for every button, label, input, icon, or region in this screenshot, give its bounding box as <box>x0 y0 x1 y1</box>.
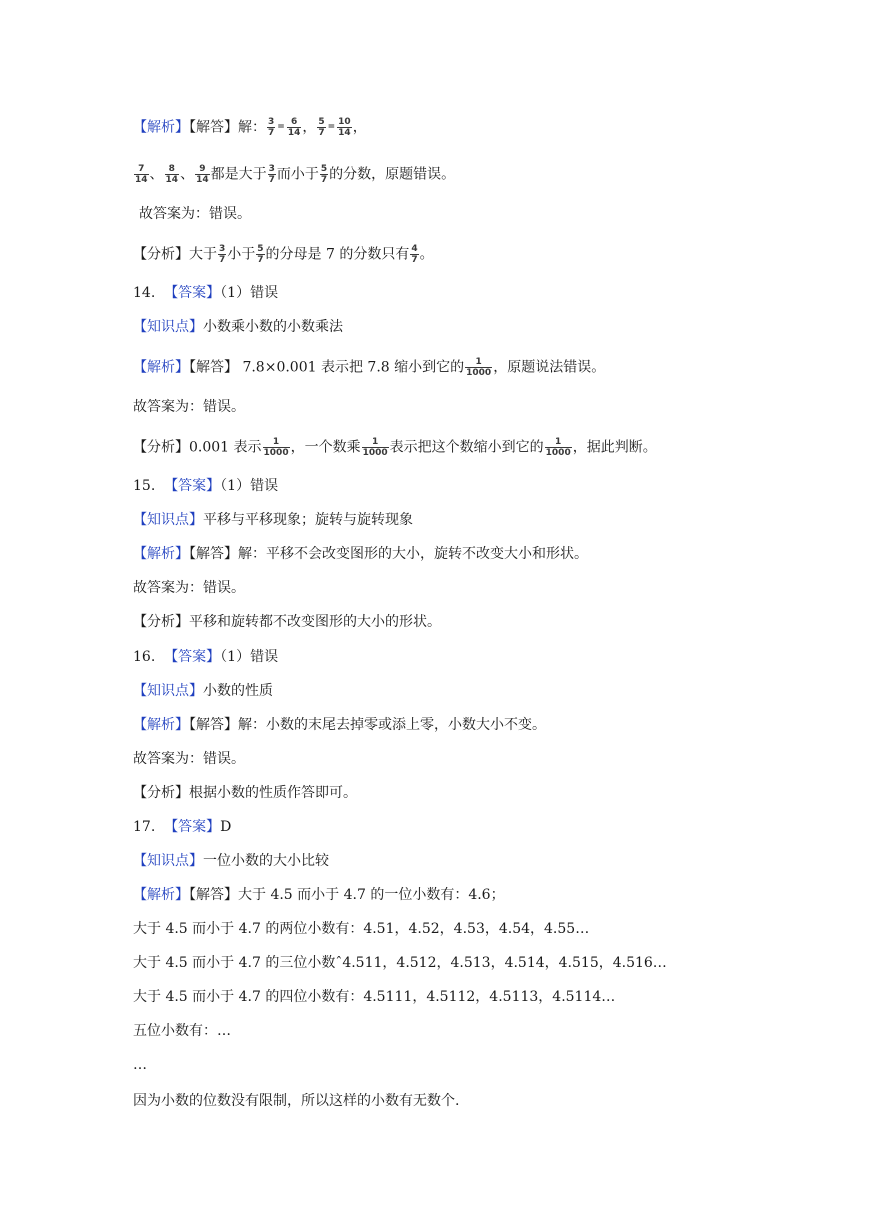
fraction: $\frac{5}{7}$ <box>320 164 328 185</box>
fraction: $\frac{5}{7}$ <box>318 117 325 138</box>
jieda-prefix: 解： <box>238 119 266 136</box>
q16-answer-line <box>133 647 278 667</box>
text: 7.8×0.001 表示把 7.8 缩小到它的 <box>238 359 465 376</box>
jieda-tag: 【解答】 <box>189 359 238 376</box>
fraction: $\frac{5}{7}$ <box>257 244 264 265</box>
fenxi-tag: 【分析】 <box>133 785 189 801</box>
text: 表示把这个数缩小到它的 <box>389 439 544 456</box>
text: 都是大于 <box>210 166 267 183</box>
fraction: $\frac{1}{1000}$ <box>263 437 289 458</box>
equals-sign: = <box>277 122 285 132</box>
fraction: $\frac{10}{14}$ <box>338 117 351 138</box>
text: 小于 <box>227 246 256 263</box>
text: 根据小数的性质作答即可。 <box>189 785 357 801</box>
q17-line4: 大于 4.5 而小于 4.7 的四位小数有：4.5111，4.5112，4.5113，4.5114… <box>133 989 616 1005</box>
fraction: $\frac{1}{1000}$ <box>545 437 571 458</box>
fraction: $\frac{1}{1000}$ <box>466 357 492 378</box>
fraction: $\frac{7}{14}$ <box>135 164 148 185</box>
text: 的分数，原题错误。 <box>329 166 456 183</box>
zhishidian-tag: 【知识点】 <box>133 512 203 528</box>
question-number: 15. <box>133 478 156 494</box>
jiexi-tag: 【解析】 <box>133 119 189 136</box>
fenxi-tag: 【分析】 <box>133 614 189 630</box>
text: ，一个数乘 <box>290 439 361 456</box>
q13-jiexi-line <box>133 117 367 138</box>
zhishidian-text: 小数的性质 <box>203 683 273 699</box>
q15-answer-line <box>133 476 278 496</box>
text: 0.001 表示 <box>189 439 262 456</box>
separator: 、 <box>149 166 164 183</box>
q15-result-line: 故答案为：错误。 <box>133 580 245 596</box>
text: 大于 4.5 而小于 4.7 的一位小数有：4.6； <box>238 887 505 903</box>
q16-zhishidian-line <box>133 681 273 701</box>
answer-value: （1）错误 <box>220 649 279 665</box>
separator: 、 <box>180 166 195 183</box>
jieda-tag: 【解答】 <box>189 546 238 562</box>
zhishidian-text: 平移与平移现象；旋转与旋转现象 <box>203 512 413 528</box>
question-number: 17. <box>133 819 156 835</box>
q14-fenxi-line <box>133 437 657 458</box>
equals-sign: = <box>327 122 336 132</box>
jiexi-tag: 【解析】 <box>133 717 189 733</box>
q17-line5: 五位小数有：… <box>133 1023 231 1039</box>
answer-value: D <box>220 819 232 835</box>
q17-jiexi-line <box>133 885 505 905</box>
jiexi-tag: 【解析】 <box>133 359 189 376</box>
jieda-tag: 【解答】 <box>189 887 238 903</box>
zhishidian-tag: 【知识点】 <box>133 683 203 699</box>
q15-jiexi-line <box>133 544 588 564</box>
zhishidian-text: 一位小数的大小比较 <box>203 853 329 869</box>
text: 的分母是 7 的分数只有 <box>265 246 410 263</box>
q14-result-line: 故答案为：错误。 <box>133 399 245 415</box>
daan-tag: 【答案】 <box>164 478 221 494</box>
q16-jiexi-line <box>133 715 546 735</box>
answer-value: （1）错误 <box>220 285 279 301</box>
fenxi-tag: 【分析】 <box>133 246 189 263</box>
fraction: $\frac{1}{1000}$ <box>362 437 388 458</box>
daan-tag: 【答案】 <box>164 649 221 665</box>
q17-line7: 因为小数的位数没有限制，所以这样的小数有无数个. <box>133 1093 460 1109</box>
question-number: 16. <box>133 649 156 665</box>
text: 。 <box>419 246 434 263</box>
fraction: $\frac{6}{14}$ <box>287 117 301 138</box>
jiexi-tag: 【解析】 <box>133 546 189 562</box>
q17-line3: 大于 4.5 而小于 4.7 的三位小数ˆ4.511，4.512，4.513，4.514，4.515，4.516… <box>133 955 667 971</box>
comma: ， <box>352 119 367 136</box>
q14-zhishidian-line <box>133 317 343 337</box>
text: 解：小数的末尾去掉零或添上零，小数大小不变。 <box>238 717 546 733</box>
fraction: $\frac{3}{7}$ <box>268 164 275 185</box>
q13-line2 <box>133 164 455 185</box>
zhishidian-tag: 【知识点】 <box>133 853 203 869</box>
q15-fenxi-line <box>133 612 441 632</box>
fenxi-tag: 【分析】 <box>133 439 189 456</box>
text: 大于 <box>189 246 217 263</box>
q16-fenxi-line <box>133 783 357 803</box>
comma: ， <box>302 119 317 136</box>
text: 平移和旋转都不改变图形的大小的形状。 <box>189 614 441 630</box>
q15-zhishidian-line <box>133 510 413 530</box>
text: ，原题说法错误。 <box>493 359 606 376</box>
question-number: 14. <box>133 285 156 301</box>
q17-zhishidian-line <box>133 851 329 871</box>
zhishidian-text: 小数乘小数的小数乘法 <box>203 319 343 335</box>
text: ，据此判断。 <box>572 439 657 456</box>
fraction: $\frac{9}{14}$ <box>196 164 209 185</box>
q14-answer-line <box>133 283 278 303</box>
daan-tag: 【答案】 <box>164 819 221 835</box>
text: 而小于 <box>276 166 319 183</box>
q16-result-line: 故答案为：错误。 <box>133 751 245 767</box>
q17-line6: … <box>133 1057 147 1073</box>
text: 解：平移不会改变图形的大小，旋转不改变大小和形状。 <box>238 546 588 562</box>
jiexi-tag: 【解析】 <box>133 887 189 903</box>
fraction: $\frac{8}{14}$ <box>165 164 179 185</box>
q17-answer-line <box>133 817 231 837</box>
zhishidian-tag: 【知识点】 <box>133 319 203 335</box>
q17-line2: 大于 4.5 而小于 4.7 的两位小数有：4.51，4.52，4.53，4.54，4.55… <box>133 921 590 937</box>
q13-fenxi-line <box>133 244 434 265</box>
daan-tag: 【答案】 <box>164 285 221 301</box>
fraction: $\frac{4}{7}$ <box>411 244 418 265</box>
fraction: $\frac{3}{7}$ <box>268 117 275 138</box>
answer-value: （1）错误 <box>220 478 279 494</box>
fraction: $\frac{3}{7}$ <box>219 244 226 265</box>
jieda-tag: 【解答】 <box>189 119 238 136</box>
q14-jiexi-line <box>133 357 605 378</box>
q13-answer-line: 故答案为：错误。 <box>139 206 251 222</box>
jieda-tag: 【解答】 <box>189 717 238 733</box>
